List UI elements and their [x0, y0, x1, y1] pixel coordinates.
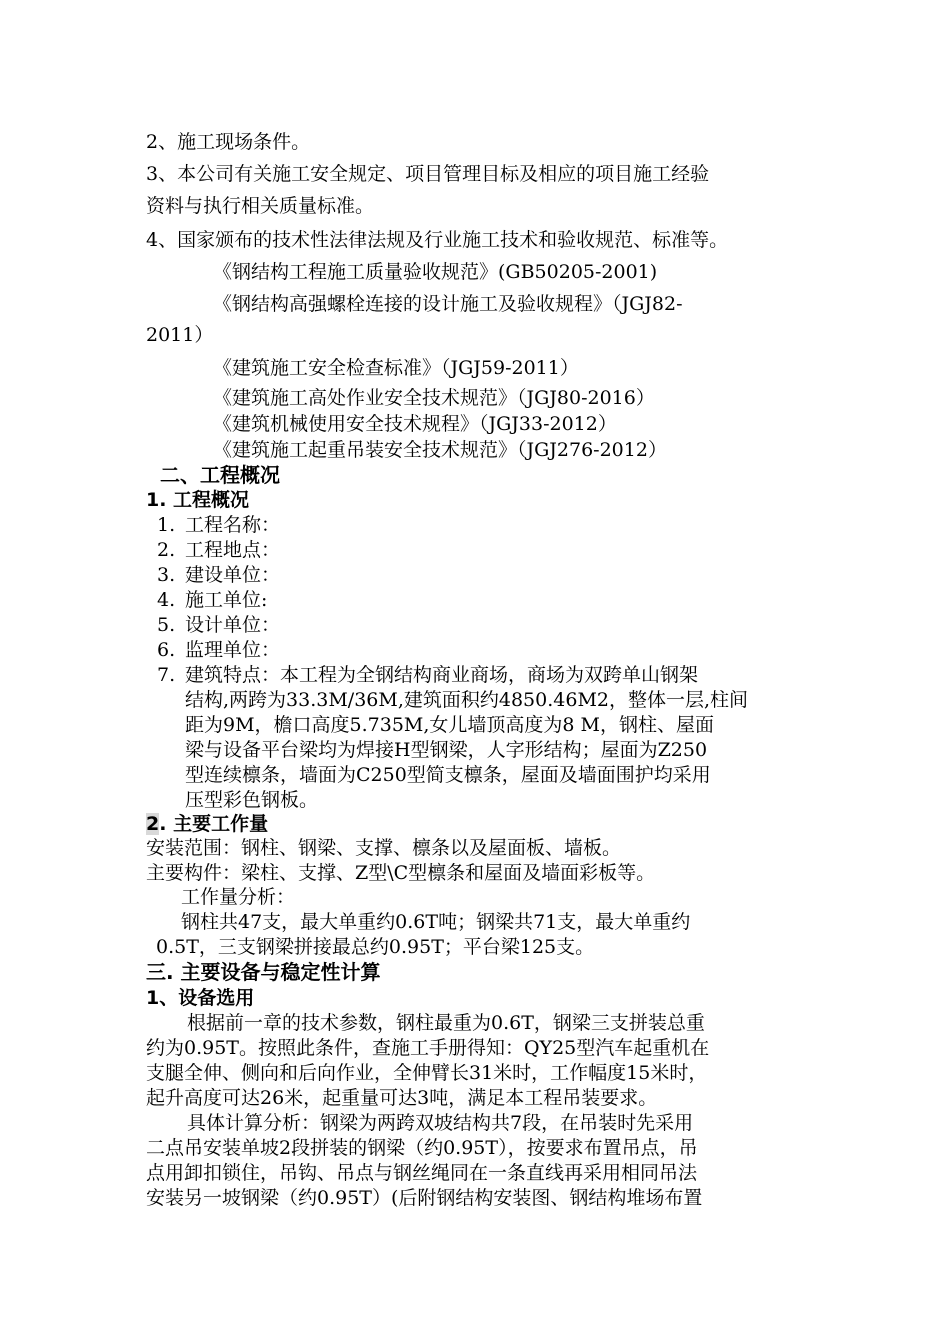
subsection-2-1-title: 1. 工程概况: [146, 489, 250, 511]
standard-5: 《建筑机械使用安全技术规程》（JGJ33-2012）: [213, 413, 617, 435]
list-text: 建筑特点：本工程为全钢结构商业商场，商场为双跨单山钢架: [185, 664, 699, 686]
equipment-para1-line2: 约为0.95T。按照此条件，查施工手册得知：QY25型汽车起重机在: [146, 1037, 710, 1059]
standard-6: 《建筑施工起重吊装安全技术规范》（JGJ276-2012）: [213, 439, 667, 461]
section-3-title: 三. 主要设备与稳定性计算: [146, 960, 381, 984]
list-number: 5.: [157, 614, 176, 636]
list-item-7-line3: 距为9M，檐口高度5.735M,女儿墙顶高度为8 M，钢柱、屋面: [185, 714, 715, 736]
section-2-title: 二、工程概况: [160, 463, 280, 487]
basis-item-2: 2、施工现场条件。: [146, 131, 311, 153]
list-text: 工程地点：: [185, 539, 281, 561]
calc-para2-line3: 点用卸扣锁住，吊钩、吊点与钢丝绳同在一条直线再采用相同吊法: [146, 1162, 698, 1184]
list-item-7-line4: 梁与设备平台梁均为焊接H型钢梁，人字形结构；屋面为Z250: [185, 739, 708, 761]
list-number: 2.: [157, 539, 176, 561]
subsection-2-2-title: [146, 812, 268, 836]
list-text: 施工单位:: [185, 589, 268, 611]
basis-item-3-line1: 3、本公司有关施工安全规定、项目管理目标及相应的项目施工经验: [146, 163, 710, 185]
list-number: 7.: [157, 664, 176, 686]
list-item-7-line6: 压型彩色钢板。: [185, 789, 319, 811]
list-item-7-line5: 型连续檩条，墙面为C250型简支檩条，屋面及墙面围护均采用: [185, 764, 711, 786]
list-number: 4.: [157, 589, 176, 611]
basis-item-3-line2: 资料与执行相关质量标准。: [146, 195, 375, 217]
equipment-para1-line4: 起升高度可达26米，起重量可达3吨，满足本工程吊装要求。: [146, 1087, 658, 1109]
list-text: 工程名称：: [185, 514, 281, 536]
main-members: 主要构件：梁柱、支撑、Z型\C型檩条和屋面及墙面彩板等。: [146, 862, 656, 884]
list-item-7-line2: 结构,两跨为33.3M/36M,建筑面积约4850.46M2，整体一层,柱间: [185, 689, 749, 711]
standard-2-line1: 《钢结构高强螺栓连接的设计施工及验收规程》（JGJ82-: [213, 293, 683, 315]
list-text: 监理单位：: [185, 639, 281, 661]
list-number: 6.: [157, 639, 176, 661]
list-text: 建设单位：: [185, 564, 281, 586]
workload-analysis-line1: 钢柱共47支，最大单重约0.6T吨；钢梁共71支，最大单重约: [181, 911, 691, 933]
calc-para2-line2: 二点吊安装单坡2段拼装的钢梁（约0.95T），按要求布置吊点，吊: [146, 1137, 698, 1159]
install-scope: 安装范围：钢柱、钢梁、支撑、檩条以及屋面板、墙板。: [146, 837, 622, 859]
workload-analysis-line2: 0.5T，三支钢梁拼接最总约0.95T；平台梁125支。: [156, 936, 595, 958]
list-number: 3.: [157, 564, 176, 586]
standard-1: 《钢结构工程施工质量验收规范》(GB50205-2001): [213, 261, 658, 283]
equipment-para1-line1: 根据前一章的技术参数，钢柱最重为0.6T，钢梁三支拼装总重: [187, 1012, 705, 1034]
highlighted-number: 2: [146, 813, 160, 835]
workload-analysis-label: 工作量分析：: [181, 886, 296, 908]
standard-2-line2: 2011）: [146, 324, 214, 346]
standard-4: 《建筑施工高处作业安全技术规范》（JGJ80-2016）: [213, 387, 655, 409]
calc-para2-line4: 安装另一坡钢梁（约0.95T）(后附钢结构安装图、钢结构堆场布置: [146, 1187, 703, 1209]
calc-para2-line1: 具体计算分析：钢梁为两跨双坡结构共7段，在吊装时先采用: [187, 1112, 694, 1134]
equipment-para1-line3: 支腿全伸、侧向和后向作业，全伸臂长31米时，工作幅度15米时，: [146, 1062, 708, 1084]
subsection-2-2-text: . 主要工作量: [159, 813, 269, 835]
standard-3: 《建筑施工安全检查标准》（JGJ59-2011）: [213, 357, 579, 379]
list-text: 设计单位：: [185, 614, 281, 636]
subsection-3-1-title: 1、设备选用: [146, 987, 255, 1009]
basis-item-4: 4、国家颁布的技术性法律法规及行业施工技术和验收规范、标准等。: [146, 229, 729, 251]
list-number: 1.: [157, 514, 176, 536]
